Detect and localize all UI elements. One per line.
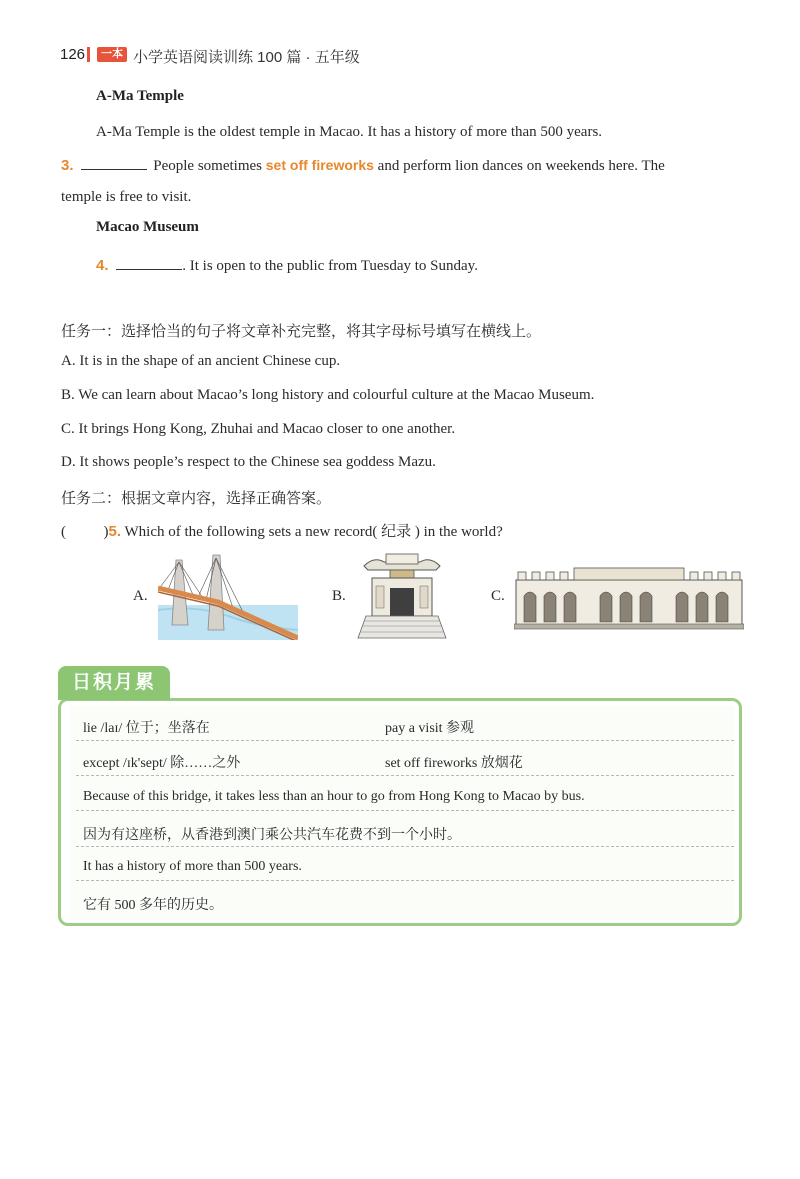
ama-line-1: A-Ma Temple is the oldest temple in Macao. It has a history of more than 500 years. (96, 124, 603, 140)
divider (76, 810, 734, 811)
vocab-row-1 (83, 717, 733, 737)
book-title: 小学英语阅读训练 100 篇 · 五年级 (133, 49, 360, 66)
book-logo: 一本 (97, 47, 127, 62)
question-5-number: 5. (108, 523, 122, 540)
vocab-lie: lie /laɪ/ 位于；坐落在 (83, 721, 210, 736)
question-3-number: 3. (61, 157, 74, 174)
ama-line-2: 3. People sometimes set off fireworks and perform lion dances on weekends here. The (61, 157, 665, 174)
divider (76, 846, 734, 847)
temple-gate-picture[interactable] (356, 548, 448, 640)
paren-close: ) (103, 524, 109, 540)
header-divider (87, 47, 90, 62)
vocab-row-2 (83, 752, 733, 772)
choice-c-label: C. (491, 588, 505, 604)
question-5 (61, 520, 503, 541)
choice-b-label: B. (332, 588, 346, 604)
ama-line-3: temple is free to visit. (61, 189, 192, 205)
vocabulary-panel-background (70, 706, 734, 920)
paren-open: ( (61, 524, 66, 540)
divider (76, 775, 734, 776)
answer-blank-3[interactable] (81, 155, 147, 170)
sentence-bridge-zh: 因为有这座桥，从香港到澳门乘公共汽车花费不到一个小时。 (83, 828, 461, 843)
option-a: A. It is in the shape of an ancient Chinese cup. (61, 353, 341, 369)
vocab-except: except /ɪk'sept/ 除……之外 (83, 756, 241, 771)
option-d: D. It shows people’s respect to the Chinese sea goddess Mazu. (61, 454, 436, 470)
task1-instruction: 任务一：选择恰当的句子将文章补充完整，将其字母标号填写在横线上。 (61, 324, 542, 340)
sentence-history-en: It has a history of more than 500 years. (83, 859, 302, 874)
vocab-pay-a-visit: pay a visit 参观 (385, 721, 475, 736)
bridge-picture[interactable] (158, 550, 298, 640)
answer-blank-4[interactable] (116, 255, 182, 270)
question-4-number: 4. (96, 257, 109, 274)
sentence-history-zh: 它有 500 多年的历史。 (83, 898, 223, 913)
choice-a-label: A. (133, 588, 148, 604)
museum-line: 4. . It is open to the public from Tuesday to Sunday. (96, 257, 478, 274)
option-b: B. We can learn about Macao’s long history and colourful culture at the Macao Museum. (61, 387, 595, 403)
page-number: 126 (60, 46, 86, 63)
divider (76, 880, 734, 881)
ama-heading: A-Ma Temple (96, 88, 184, 104)
panel-title: 日积月累 (58, 666, 170, 700)
divider (76, 740, 734, 741)
museum-heading: Macao Museum (96, 219, 199, 235)
question-5-text: Which of the following sets a new record( 纪录 ) in the world? (124, 524, 503, 540)
sentence-bridge-en: Because of this bridge, it takes less than an hour to go from Hong Kong to Macao by bus. (83, 789, 585, 804)
museum-building-picture[interactable] (514, 566, 744, 630)
task2-instruction: 任务二：根据文章内容，选择正确答案。 (61, 491, 332, 507)
highlight-set-off-fireworks: set off fireworks (265, 157, 374, 173)
vocab-set-off-fireworks: set off fireworks 放烟花 (385, 756, 523, 771)
option-c: C. It brings Hong Kong, Zhuhai and Macao closer to one another. (61, 421, 456, 437)
